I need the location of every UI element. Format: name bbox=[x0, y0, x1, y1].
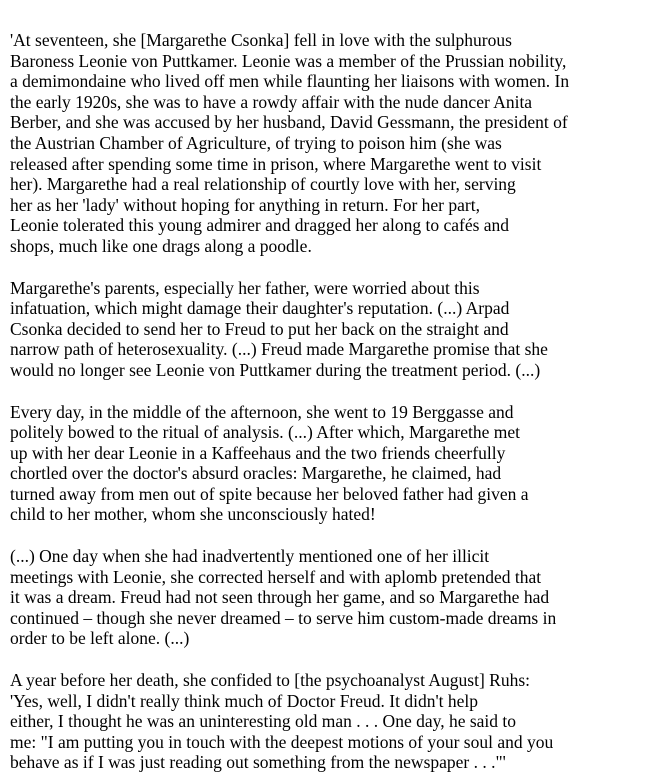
text-line: A year before her death, she confided to [the psychoanalyst August] Ruhs: bbox=[10, 670, 531, 691]
text-line: child to her mother, whom she unconsciously hated! bbox=[10, 504, 376, 525]
text-line: Csonka decided to send her to Freud to put her back on the straight and bbox=[10, 318, 509, 339]
text-line: me: "I am putting you in touch with the deepest motions of your soul and you bbox=[10, 731, 554, 752]
text-line: either, I thought he was an uninteresting old man . . . One day, he said to bbox=[10, 711, 517, 732]
paragraph-4 bbox=[10, 546, 647, 649]
paragraph-3 bbox=[10, 402, 647, 526]
text-line: narrow path of heterosexuality. (...) Freud made Margarethe promise that she bbox=[10, 339, 548, 360]
text-line: Leonie tolerated this young admirer and dragged her along to cafés and bbox=[10, 215, 510, 236]
text-line: infatuation, which might damage their daughter's reputation. (...) Arpad bbox=[10, 298, 510, 319]
paragraph-2 bbox=[10, 278, 647, 381]
text-line: a demimondaine who lived off men while flaunting her liaisons with women. In bbox=[10, 71, 570, 92]
text-line: continued – though she never dreamed – to serve him custom-made dreams in bbox=[10, 607, 557, 628]
text-line: shops, much like one drags along a poodle. bbox=[10, 235, 312, 256]
text-line: released after spending some time in prison, where Margarethe went to visit bbox=[10, 153, 542, 174]
text-line: behave as if I was just reading out something from the newspaper . . ."' bbox=[10, 752, 506, 773]
text-line: Berber, and she was accused by her husband, David Gessmann, the president of bbox=[10, 112, 568, 133]
text-line: it was a dream. Freud had not seen through her game, and so Margarethe had bbox=[10, 587, 550, 608]
paragraph-1 bbox=[10, 30, 647, 257]
text-line: 'At seventeen, she [Margarethe Csonka] fell in love with the sulphurous bbox=[10, 30, 512, 50]
text-line: order to be left alone. (...) bbox=[10, 628, 190, 649]
text-line: the early 1920s, she was to have a rowdy affair with the nude dancer Anita bbox=[10, 91, 533, 112]
text-line: the Austrian Chamber of Agriculture, of trying to poison him (she was bbox=[10, 132, 502, 153]
text-line: Margarethe's parents, especially her father, were worried about this bbox=[10, 277, 480, 298]
text-line: (...) One day when she had inadvertently mentioned one of her illicit bbox=[10, 546, 490, 567]
text-line: 'Yes, well, I didn't really think much of Doctor Freud. It didn't help bbox=[10, 690, 478, 711]
paragraph-5 bbox=[10, 670, 647, 773]
text-line: her as her 'lady' without hoping for anything in return. For her part, bbox=[10, 194, 480, 215]
text-line: her). Margarethe had a real relationship of courtly love with her, serving bbox=[10, 174, 516, 195]
text-line: Baroness Leonie von Puttkamer. Leonie was a member of the Prussian nobility, bbox=[10, 50, 567, 71]
text-line: meetings with Leonie, she corrected herself and with aplomb pretended that bbox=[10, 566, 542, 587]
text-line: turned away from men out of spite because her beloved father had given a bbox=[10, 483, 529, 504]
text-line: politely bowed to the ritual of analysis. (...) After which, Margarethe met bbox=[10, 422, 520, 443]
text-line: up with her dear Leonie in a Kaffeehaus and the two friends cheerfully bbox=[10, 442, 506, 463]
text-line: chortled over the doctor's absurd oracles: Margarethe, he claimed, had bbox=[10, 463, 502, 484]
text-line: would no longer see Leonie von Puttkamer during the treatment period. (...) bbox=[10, 359, 541, 380]
text-line: Every day, in the middle of the afternoon, she went to 19 Berggasse and bbox=[10, 401, 514, 422]
